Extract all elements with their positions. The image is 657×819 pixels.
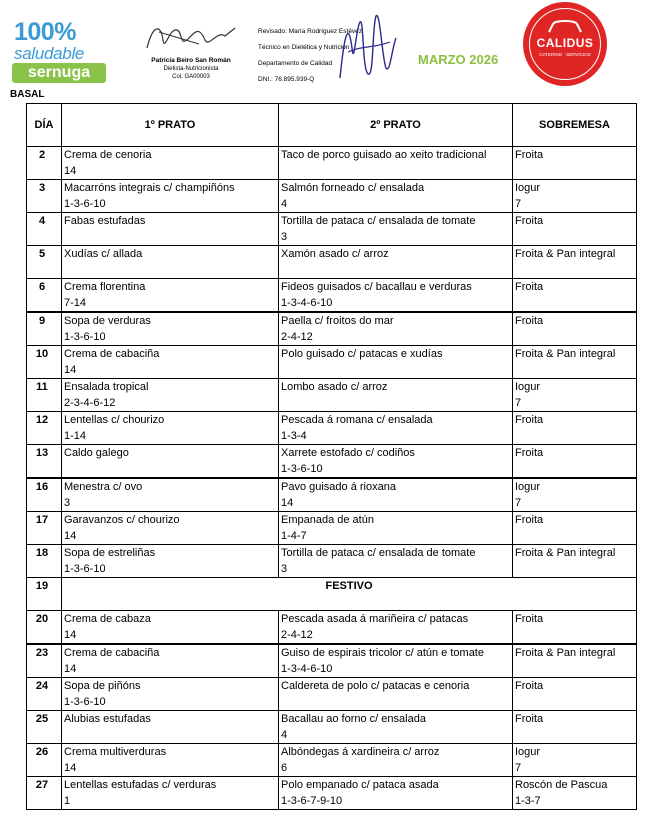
- dessert-cell: [513, 644, 637, 678]
- table-row: [27, 180, 637, 213]
- allergen-codes: 1-3-6-7-9-10: [281, 795, 343, 807]
- table-row: [27, 445, 637, 479]
- allergen-codes: 1: [64, 795, 71, 807]
- dish-name: Froita & Pan integral: [515, 647, 616, 659]
- dish-name: Guiso de espirais tricolor c/ atún e tomate: [281, 647, 484, 659]
- dish-name: Pescada asada á mariñeira c/ patacas: [281, 613, 469, 625]
- dish-name: Crema multiverduras: [64, 746, 167, 758]
- dish-name: Froita: [515, 713, 544, 725]
- logo-line-2: saludable: [14, 44, 85, 63]
- second-course-cell: [279, 346, 513, 379]
- day-cell: 3: [27, 180, 62, 213]
- allergen-codes: 14: [281, 497, 294, 509]
- dish-name: Froita: [515, 215, 544, 227]
- dessert-cell: [513, 445, 637, 479]
- dessert-cell: [513, 279, 637, 313]
- table-row-holiday: [27, 578, 637, 611]
- allergen-codes: 14: [64, 530, 77, 542]
- dish-name: Froita: [515, 414, 544, 426]
- second-course-cell: [279, 744, 513, 777]
- first-course-cell: [62, 312, 279, 346]
- second-course-cell: [279, 445, 513, 479]
- allergen-codes: 2-4-12: [281, 629, 313, 641]
- brand-subtitle: CATERING · SERVICIOS: [539, 52, 591, 57]
- day-cell: 11: [27, 379, 62, 412]
- dish-name: Caldereta de polo c/ patacas e cenoria: [281, 680, 470, 692]
- second-course-cell: [279, 412, 513, 445]
- table-row: [27, 147, 637, 180]
- table-row: [27, 678, 637, 711]
- dessert-cell: [513, 147, 637, 180]
- table-row: [27, 611, 637, 645]
- dish-name: Bacallau ao forno c/ ensalada: [281, 713, 426, 725]
- table-row: [27, 312, 637, 346]
- first-course-cell: [62, 445, 279, 479]
- col-header-second-course: 2º PRATO: [279, 104, 513, 147]
- table-row: [27, 213, 637, 246]
- col-header-first-course: 1º PRATO: [62, 104, 279, 147]
- dish-name: Xamón asado c/ arroz: [281, 248, 389, 260]
- first-course-cell: [62, 678, 279, 711]
- second-course-cell: [279, 180, 513, 213]
- dessert-cell: [513, 412, 637, 445]
- signer-college-number: Col. GA00003: [172, 74, 210, 80]
- table-row: [27, 711, 637, 744]
- day-cell: 4: [27, 213, 62, 246]
- dish-name: Crema de cabaza: [64, 613, 151, 625]
- second-course-cell: [279, 246, 513, 279]
- holiday-label: FESTIVO: [62, 578, 637, 611]
- allergen-codes: 1-3-4: [281, 430, 307, 442]
- logo-line-1: 100%: [14, 18, 76, 46]
- dish-name: Sopa de estreliñas: [64, 547, 156, 559]
- dish-name: Roscón de Pascua: [515, 779, 608, 791]
- second-course-cell: [279, 312, 513, 346]
- dish-name: Froita: [515, 315, 544, 327]
- dish-name: Fabas estufadas: [64, 215, 146, 227]
- dish-name: Empanada de atún: [281, 514, 374, 526]
- day-cell: 6: [27, 279, 62, 313]
- allergen-codes: 3: [281, 231, 288, 243]
- second-course-cell: [279, 777, 513, 810]
- second-course-cell: [279, 611, 513, 645]
- dish-name: Taco de porco guisado ao xeito tradicional: [281, 149, 487, 161]
- signer-role: Dietista-Nutricionista: [163, 66, 219, 72]
- table-row: [27, 478, 637, 512]
- day-cell: 23: [27, 644, 62, 678]
- first-course-cell: [62, 246, 279, 279]
- day-cell: 24: [27, 678, 62, 711]
- table-row: [27, 777, 637, 810]
- reviewer-line: Revisado: María Rodríguez Estévez: [258, 28, 363, 35]
- dish-name: Pescada á romana c/ ensalada: [281, 414, 433, 426]
- dish-name: Froita: [515, 514, 544, 526]
- allergen-codes: 7: [515, 198, 522, 210]
- dish-name: Froita & Pan integral: [515, 348, 616, 360]
- dessert-cell: [513, 213, 637, 246]
- allergen-codes: 7-14: [64, 297, 87, 309]
- dish-name: Crema florentina: [64, 281, 146, 293]
- allergen-codes: 7: [515, 397, 522, 409]
- day-cell: 2: [27, 147, 62, 180]
- menu-table: [26, 103, 637, 810]
- dish-name: Froita: [515, 281, 544, 293]
- day-cell: 25: [27, 711, 62, 744]
- col-header-dessert: SOBREMESA: [513, 104, 637, 147]
- second-course-cell: [279, 678, 513, 711]
- second-course-cell: [279, 644, 513, 678]
- first-course-cell: [62, 644, 279, 678]
- second-course-cell: [279, 545, 513, 578]
- dish-name: Macarróns integrais c/ champiñóns: [64, 182, 235, 194]
- allergen-codes: 14: [64, 165, 77, 177]
- dish-name: Lentellas estufadas c/ verduras: [64, 779, 217, 791]
- dish-name: Froita & Pan integral: [515, 248, 616, 260]
- reviewer-line: Departamento de Calidad: [258, 60, 333, 67]
- allergen-codes: 14: [64, 364, 77, 376]
- dish-name: Crema de cenoria: [64, 149, 152, 161]
- allergen-codes: 4: [281, 198, 288, 210]
- dish-name: Froita: [515, 447, 544, 459]
- dish-name: Crema de cabaciña: [64, 647, 160, 659]
- day-cell: 20: [27, 611, 62, 645]
- allergen-codes: 3: [281, 563, 288, 575]
- table-row: [27, 346, 637, 379]
- menu-month: MARZO 2026: [418, 52, 499, 67]
- col-header-day: DÍA: [27, 104, 62, 147]
- reviewer-line: Técnico en Dietética y Nutrición: [258, 44, 350, 51]
- dessert-cell: [513, 246, 637, 279]
- first-course-cell: [62, 412, 279, 445]
- day-cell: 16: [27, 478, 62, 512]
- day-cell: 13: [27, 445, 62, 479]
- table-row: [27, 512, 637, 545]
- dessert-cell: [513, 478, 637, 512]
- dish-name: Ensalada tropical: [64, 381, 149, 393]
- allergen-codes: 1-4-7: [281, 530, 307, 542]
- first-course-cell: [62, 545, 279, 578]
- first-course-cell: [62, 777, 279, 810]
- allergen-codes: 1-3-6-10: [281, 463, 323, 475]
- day-cell: 10: [27, 346, 62, 379]
- dish-name: Lombo asado c/ arroz: [281, 381, 388, 393]
- dish-name: Froita: [515, 613, 544, 625]
- allergen-codes: 4: [281, 729, 288, 741]
- table-row: [27, 644, 637, 678]
- dish-name: Sopa de piñóns: [64, 680, 141, 692]
- second-course-cell: [279, 213, 513, 246]
- dish-name: Iogur: [515, 182, 541, 194]
- dessert-cell: [513, 678, 637, 711]
- dish-name: Froita: [515, 680, 544, 692]
- dietitian-signature-stamp: [135, 14, 247, 86]
- table-row: [27, 412, 637, 445]
- first-course-cell: [62, 213, 279, 246]
- allergen-codes: 2-4-12: [281, 331, 313, 343]
- allergen-codes: 7: [515, 497, 522, 509]
- table-header-row: [27, 104, 637, 147]
- allergen-codes: 1-3-7: [515, 795, 541, 807]
- allergen-codes: 2-3-4-6-12: [64, 397, 116, 409]
- dish-name: Salmón forneado c/ ensalada: [281, 182, 425, 194]
- dish-name: Sopa de verduras: [64, 315, 151, 327]
- day-cell: 26: [27, 744, 62, 777]
- dessert-cell: [513, 180, 637, 213]
- day-cell: 27: [27, 777, 62, 810]
- dish-name: Polo guisado c/ patacas e xudías: [281, 348, 443, 360]
- calidus-logo: [523, 2, 607, 86]
- second-course-cell: [279, 478, 513, 512]
- sernuga-logo: [10, 16, 110, 88]
- second-course-cell: [279, 512, 513, 545]
- dish-name: Pavo guisado á rioxana: [281, 481, 396, 493]
- dish-name: Froita & Pan integral: [515, 547, 616, 559]
- dish-name: Crema de cabaciña: [64, 348, 160, 360]
- day-cell: 17: [27, 512, 62, 545]
- second-course-cell: [279, 379, 513, 412]
- dish-name: Iogur: [515, 381, 541, 393]
- brand-name: CALIDUS: [536, 36, 594, 50]
- dish-name: Paella c/ froitos do mar: [281, 315, 394, 327]
- signature-icon: [139, 18, 239, 58]
- first-course-cell: [62, 478, 279, 512]
- dish-name: Lentellas c/ chourizo: [64, 414, 165, 426]
- logo-line-3: sernuga: [12, 63, 106, 83]
- dish-name: Fideos guisados c/ bacallau e verduras: [281, 281, 472, 293]
- day-cell: 18: [27, 545, 62, 578]
- dish-name: Menestra c/ ovo: [64, 481, 143, 493]
- dish-name: Iogur: [515, 481, 541, 493]
- allergen-codes: 14: [64, 663, 77, 675]
- car-icon: [545, 16, 585, 36]
- second-course-cell: [279, 711, 513, 744]
- allergen-codes: 3: [64, 497, 71, 509]
- dessert-cell: [513, 611, 637, 645]
- dish-name: Polo empanado c/ pataca asada: [281, 779, 439, 791]
- table-row: [27, 279, 637, 313]
- first-course-cell: [62, 346, 279, 379]
- first-course-cell: [62, 512, 279, 545]
- allergen-codes: 7: [515, 762, 522, 774]
- dish-name: Tortilla de pataca c/ ensalada de tomate: [281, 547, 476, 559]
- day-cell: 5: [27, 246, 62, 279]
- allergen-codes: 1-3-6-10: [64, 331, 106, 343]
- table-row: [27, 246, 637, 279]
- first-course-cell: [62, 711, 279, 744]
- dessert-cell: [513, 379, 637, 412]
- reviewer-signature-icon: [330, 8, 400, 90]
- table-row: [27, 545, 637, 578]
- dish-name: Iogur: [515, 746, 541, 758]
- menu-section-title: BASAL: [10, 89, 45, 100]
- day-cell: 9: [27, 312, 62, 346]
- first-course-cell: [62, 379, 279, 412]
- first-course-cell: [62, 147, 279, 180]
- allergen-codes: 1-3-6-10: [64, 198, 106, 210]
- dish-name: Albóndegas á xardineira c/ arroz: [281, 746, 440, 758]
- dessert-cell: [513, 744, 637, 777]
- dish-name: Froita: [515, 149, 544, 161]
- dessert-cell: [513, 346, 637, 379]
- allergen-codes: 14: [64, 629, 77, 641]
- dish-name: Xudías c/ allada: [64, 248, 143, 260]
- dessert-cell: [513, 711, 637, 744]
- dessert-cell: [513, 545, 637, 578]
- day-cell: 12: [27, 412, 62, 445]
- first-course-cell: [62, 180, 279, 213]
- dish-name: Garavanzos c/ chourizo: [64, 514, 180, 526]
- dessert-cell: [513, 312, 637, 346]
- first-course-cell: [62, 279, 279, 313]
- first-course-cell: [62, 611, 279, 645]
- allergen-codes: 14: [64, 762, 77, 774]
- allergen-codes: 1-14: [64, 430, 87, 442]
- allergen-codes: 1-3-6-10: [64, 563, 106, 575]
- signer-name: Patricia Beiro San Román: [151, 57, 231, 64]
- second-course-cell: [279, 279, 513, 313]
- allergen-codes: 1-3-6-10: [64, 696, 106, 708]
- dish-name: Xarrete estofado c/ codiños: [281, 447, 415, 459]
- allergen-codes: 6: [281, 762, 288, 774]
- table-row: [27, 744, 637, 777]
- second-course-cell: [279, 147, 513, 180]
- dish-name: Caldo galego: [64, 447, 129, 459]
- dessert-cell: [513, 512, 637, 545]
- day-cell: 19: [27, 578, 62, 611]
- dish-name: Alubias estufadas: [64, 713, 151, 725]
- dish-name: Tortilla de pataca c/ ensalada de tomate: [281, 215, 476, 227]
- reviewer-line: DNI.: 76.895.939-Q: [258, 76, 315, 83]
- first-course-cell: [62, 744, 279, 777]
- allergen-codes: 1-3-4-6-10: [281, 297, 333, 309]
- table-row: [27, 379, 637, 412]
- dessert-cell: [513, 777, 637, 810]
- allergen-codes: 1-3-4-6-10: [281, 663, 333, 675]
